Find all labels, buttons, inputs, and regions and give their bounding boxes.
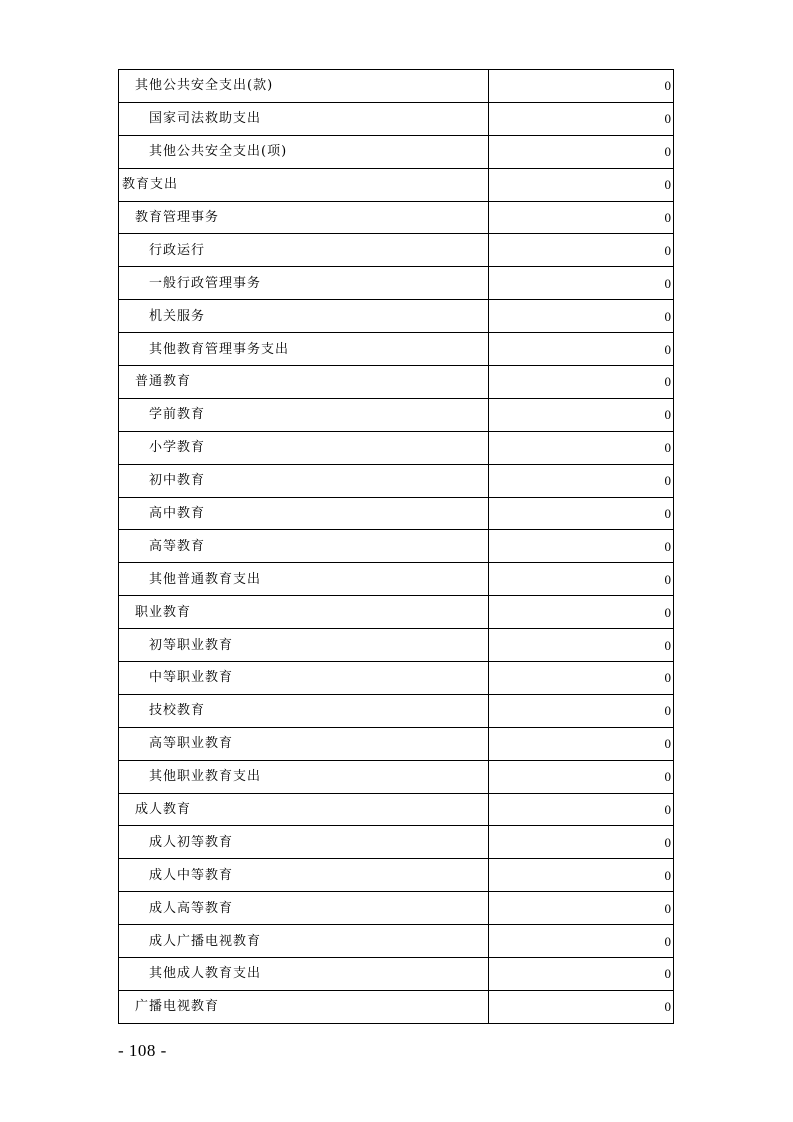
row-name-cell [119, 662, 489, 695]
row-name-cell [119, 629, 489, 662]
row-value: 0 [489, 333, 674, 366]
row-name-cell [119, 497, 489, 530]
row-value: 0 [489, 464, 674, 497]
row-value: 0 [489, 826, 674, 859]
row-name: 一般行政管理事务 [149, 275, 262, 291]
table-row [119, 694, 674, 727]
budget-table-body [119, 70, 674, 1024]
row-name-cell [119, 760, 489, 793]
row-name-cell [119, 859, 489, 892]
row-name-cell [119, 990, 489, 1023]
table-row [119, 70, 674, 103]
row-name: 成人中等教育 [149, 867, 234, 883]
row-name: 成人教育 [135, 802, 192, 818]
row-name: 高等教育 [149, 538, 206, 554]
table-row [119, 958, 674, 991]
table-row [119, 925, 674, 958]
row-name: 广播电视教育 [135, 999, 220, 1015]
page-number: - 108 - [118, 1041, 167, 1060]
row-name: 初等职业教育 [149, 637, 234, 653]
row-name-cell [119, 694, 489, 727]
row-name: 技校教育 [149, 703, 206, 719]
row-name: 行政运行 [149, 242, 206, 258]
row-name: 国家司法救助支出 [149, 111, 262, 127]
row-name: 职业教育 [135, 604, 192, 620]
row-name: 其他成人教育支出 [149, 966, 262, 982]
row-value: 0 [489, 662, 674, 695]
budget-table [118, 69, 674, 1024]
row-name-cell [119, 168, 489, 201]
table-row [119, 826, 674, 859]
table-row [119, 563, 674, 596]
row-value: 0 [489, 366, 674, 399]
row-name-cell [119, 201, 489, 234]
row-name: 成人初等教育 [149, 834, 234, 850]
row-value: 0 [489, 859, 674, 892]
table-row [119, 859, 674, 892]
table-row [119, 464, 674, 497]
row-value: 0 [489, 102, 674, 135]
table-row [119, 497, 674, 530]
table-row [119, 892, 674, 925]
row-name-cell [119, 793, 489, 826]
row-value: 0 [489, 760, 674, 793]
table-row [119, 333, 674, 366]
row-name-cell [119, 563, 489, 596]
table-row [119, 398, 674, 431]
table-row [119, 135, 674, 168]
table-row [119, 990, 674, 1023]
table-row [119, 629, 674, 662]
row-value: 0 [489, 530, 674, 563]
row-name-cell [119, 234, 489, 267]
table-row [119, 793, 674, 826]
row-name: 其他公共安全支出(项) [149, 144, 288, 160]
row-name: 其他普通教育支出 [149, 571, 262, 587]
row-name-cell [119, 727, 489, 760]
row-name: 成人广播电视教育 [149, 933, 262, 949]
row-name: 其他公共安全支出(款) [135, 78, 274, 94]
table-row [119, 530, 674, 563]
row-name: 教育支出 [122, 177, 179, 193]
row-value: 0 [489, 563, 674, 596]
row-name-cell [119, 431, 489, 464]
row-name-cell [119, 958, 489, 991]
row-name-cell [119, 102, 489, 135]
row-value: 0 [489, 629, 674, 662]
row-name: 初中教育 [149, 473, 206, 489]
row-name-cell [119, 925, 489, 958]
table-row [119, 267, 674, 300]
row-value: 0 [489, 990, 674, 1023]
row-name-cell [119, 366, 489, 399]
row-value: 0 [489, 497, 674, 530]
row-name-cell [119, 892, 489, 925]
row-name-cell [119, 267, 489, 300]
row-name: 教育管理事务 [135, 210, 220, 225]
row-value: 0 [489, 135, 674, 168]
row-name: 机关服务 [149, 308, 206, 324]
row-name-cell [119, 464, 489, 497]
row-name: 学前教育 [149, 407, 206, 423]
row-name: 小学教育 [149, 440, 206, 456]
row-name-cell [119, 70, 489, 103]
row-value: 0 [489, 727, 674, 760]
table-row [119, 662, 674, 695]
table-row [119, 201, 674, 234]
row-value: 0 [489, 694, 674, 727]
row-name-cell [119, 135, 489, 168]
row-value: 0 [489, 267, 674, 300]
row-value: 0 [489, 168, 674, 201]
row-value: 0 [489, 300, 674, 333]
row-value: 0 [489, 596, 674, 629]
row-name: 高等职业教育 [149, 736, 234, 752]
row-value: 0 [489, 793, 674, 826]
row-name: 其他职业教育支出 [149, 769, 262, 785]
row-name: 中等职业教育 [149, 670, 234, 686]
row-name-cell [119, 300, 489, 333]
row-name-cell [119, 596, 489, 629]
row-value: 0 [489, 398, 674, 431]
table-row [119, 431, 674, 464]
table-row [119, 300, 674, 333]
row-name-cell [119, 333, 489, 366]
table-row [119, 727, 674, 760]
row-value: 0 [489, 70, 674, 103]
table-row [119, 102, 674, 135]
row-name-cell [119, 398, 489, 431]
row-name-cell [119, 530, 489, 563]
table-row [119, 168, 674, 201]
row-value: 0 [489, 892, 674, 925]
table-row [119, 760, 674, 793]
row-value: 0 [489, 958, 674, 991]
row-name: 普通教育 [135, 374, 192, 390]
row-name: 其他教育管理事务支出 [149, 341, 290, 357]
row-value: 0 [489, 925, 674, 958]
table-row [119, 234, 674, 267]
row-name-cell [119, 826, 489, 859]
row-name: 高中教育 [149, 506, 206, 522]
row-name: 成人高等教育 [149, 900, 234, 916]
row-value: 0 [489, 431, 674, 464]
table-row [119, 366, 674, 399]
row-value: 0 [489, 234, 674, 267]
row-value: 0 [489, 201, 674, 234]
table-row [119, 596, 674, 629]
